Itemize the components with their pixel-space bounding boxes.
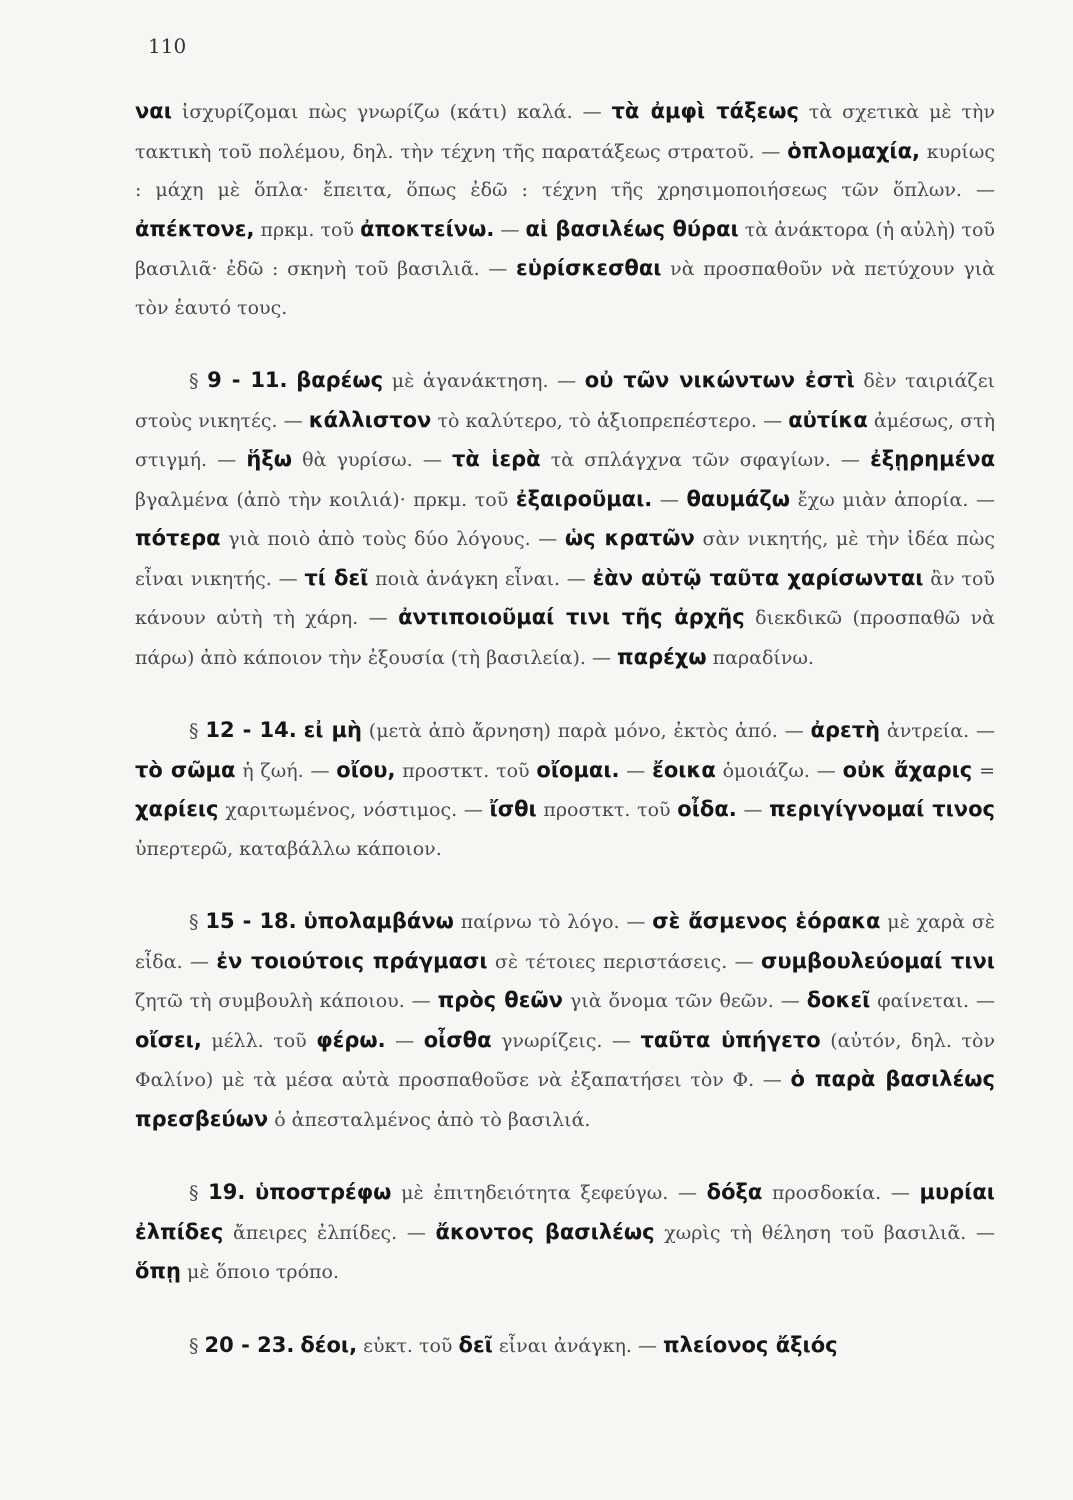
gloss-text: [288, 370, 297, 392]
lemma-term: μυρίαι ἐλπίδες: [135, 1180, 995, 1244]
gloss-text: χαριτωμένος, νόστιμος. —: [218, 799, 490, 821]
lemma-term: ὅπῃ: [135, 1259, 181, 1283]
gloss-text: =: [972, 759, 995, 782]
lemma-term: εὑρίσκεσθαι: [516, 256, 662, 280]
gloss-text: —: [385, 1029, 424, 1052]
gloss-text: χωρὶς τὴ θέληση τοῦ βασιλιᾶ. —: [654, 1221, 996, 1244]
gloss-text: —: [494, 218, 526, 241]
gloss-text: ἡ ζωή. —: [235, 759, 337, 782]
lemma-term: σὲ ἄσμενος ἑόρακα: [652, 909, 881, 933]
lemma-term: ἀρετὴ: [810, 718, 881, 742]
gloss-text: νὰ προσπαθοῦν νὰ πετύχουν γιὰ τὸν ἑαυτό τους.: [135, 258, 995, 319]
gloss-text: (μετὰ ἀπὸ ἄρνηση) παρὰ μόνο, ἐκτὸς ἀπό. —: [361, 720, 811, 742]
gloss-text: §: [189, 720, 206, 742]
gloss-text: θὰ γυρίσω. —: [292, 449, 452, 471]
lemma-term: βαρέως: [296, 368, 384, 392]
lemma-term: ἥξω: [246, 447, 293, 471]
gloss-text: μέλλ. τοῦ: [201, 1029, 317, 1052]
gloss-text: διεκδικῶ (προσπαθῶ νὰ πάρω) ἀπὸ κάποιον τὴν ἐξουσία (τὴ βασιλεία). —: [135, 607, 995, 669]
lemma-term: οὐ τῶν νικώντων ἐστὶ: [584, 368, 855, 392]
gloss-text: προστκτ. τοῦ: [536, 799, 678, 821]
lemma-term: δεῖ: [458, 1332, 493, 1357]
gloss-text: σὰν νικητής, μὲ τὴν ἰδέα πὼς εἶναι νικητής. —: [135, 528, 995, 590]
gloss-text: φαίνεται. —: [870, 990, 995, 1012]
lemma-term: 20 - 23.: [204, 1332, 295, 1357]
gloss-text: ὑπερτερῶ, καταβάλλω κάποιον.: [135, 837, 442, 860]
lemma-term: ὡς κρατῶν: [564, 526, 695, 550]
lemma-term: ἐὰν αὐτῷ ταῦτα χαρίσωνται: [592, 565, 924, 590]
lemma-term: ἀποκτείνω.: [360, 216, 495, 241]
lemma-term: ναι: [135, 99, 172, 123]
lemma-term: ἀντιποιοῦμαί τινι τῆς ἀρχῆς: [398, 605, 745, 629]
lemma-term: 19.: [208, 1180, 246, 1204]
gloss-text: τὰ ἀνάκτορα (ἡ αὐλὴ) τοῦ βασιλιᾶ· ἐδῶ : σκηνὴ τοῦ βασιλιᾶ. —: [135, 218, 995, 280]
gloss-text: γνωρίζεις. —: [491, 1029, 641, 1052]
lemma-term: τὸ σῶμα: [135, 757, 236, 782]
lemma-term: ὁπλομαχία,: [787, 138, 920, 163]
gloss-text: ἄπειρες ἐλπίδες. —: [223, 1221, 436, 1244]
lemma-term: χαρίεις: [135, 797, 219, 821]
lemma-term: ὑποστρέφω: [255, 1180, 392, 1204]
lemma-term: ἀπέκτονε,: [135, 216, 255, 241]
glossary-paragraph: [135, 1326, 995, 1366]
lemma-term: ἴσθι: [489, 797, 537, 821]
lemma-term: δόξα: [706, 1180, 763, 1204]
gloss-text: ἂν τοῦ κάνουν αὐτὴ τὴ χάρη. —: [135, 567, 995, 629]
lemma-term: ἄκοντος βασιλέως: [435, 1219, 655, 1244]
lemma-term: τὰ ἱερὰ: [452, 447, 541, 471]
gloss-text: παίρνω τὸ λόγο. —: [453, 911, 653, 933]
gloss-text: τὸ καλύτερο, τὸ ἀξιοπρεπέστερο. —: [431, 409, 789, 432]
gloss-text: εἶναι ἀνάγκη. —: [492, 1334, 663, 1357]
gloss-text: ὁμοιάζω. —: [715, 759, 843, 782]
lemma-term: αὐτίκα: [788, 407, 868, 432]
gloss-text: τὰ σχετικὰ μὲ τὴν τακτικὴ τοῦ πολέμου, δηλ. τὴν τέχνη τῆς παρατάξεως στρατοῦ. —: [135, 101, 995, 163]
lemma-term: ἐξῃρημένα: [870, 447, 995, 471]
gloss-text: ὁ ἀπεσταλμένος ἀπὸ τὸ βασιλιά.: [268, 1108, 591, 1131]
lemma-term: ἐξαιροῦμαι.: [515, 486, 653, 511]
gloss-text: μὲ ἐπιτηδειότητα ξεφεύγω. —: [391, 1182, 707, 1204]
gloss-text: κυρίως : μάχη μὲ ὅπλα· ἔπειτα, ὅπως ἐδῶ : τέχνη τῆς χρησιμοποιήσεως τῶν ὅπλων. —: [135, 140, 995, 201]
gloss-text: [297, 720, 304, 742]
gloss-text: γιὰ ποιὸ ἀπὸ τοὺς δύο λόγους. —: [220, 528, 565, 550]
lemma-term: ταῦτα ὑπήγετο: [640, 1027, 821, 1052]
lemma-term: οἴσει,: [135, 1027, 202, 1052]
gloss-text: §: [189, 370, 208, 392]
gloss-text: μὲ ἀγανάκτηση. —: [383, 370, 585, 392]
gloss-text: —: [736, 799, 770, 821]
lemma-term: εἰ μὴ: [303, 718, 362, 742]
glossary-paragraph: [135, 92, 995, 327]
lemma-term: δοκεῖ: [806, 988, 871, 1012]
lemma-term: κάλλιστον: [308, 407, 432, 432]
lemma-term: δέοι,: [300, 1332, 358, 1357]
gloss-text: ἔχω μιὰν ἀπορία. —: [790, 488, 995, 511]
lemma-term: οἶδα.: [677, 797, 737, 821]
lemma-term: ὁ παρὰ βασιλέως πρεσβεύων: [135, 1067, 995, 1131]
gloss-text: πρκμ. τοῦ: [254, 218, 361, 241]
lemma-term: 12 - 14.: [205, 718, 297, 742]
lemma-term: πότερα: [135, 526, 221, 550]
gloss-text: σὲ τέτοιες περιστάσεις. —: [487, 950, 761, 973]
gloss-text: §: [189, 911, 206, 933]
lemma-term: ἔοικα: [652, 757, 716, 782]
gloss-text: §: [189, 1334, 205, 1357]
gloss-text: §: [189, 1182, 209, 1204]
gloss-text: εὐκτ. τοῦ: [357, 1334, 459, 1357]
lemma-term: αἱ βασιλέως θύραι: [525, 216, 739, 241]
lemma-term: ἐν τοιούτοις πράγμασι: [216, 948, 488, 973]
lemma-term: τὰ ἀμφὶ τάξεως: [611, 99, 799, 123]
gloss-text: —: [619, 759, 653, 782]
page-number: 110: [148, 34, 187, 58]
gloss-text: ἰσχυρίζομαι πὼς γνωρίζω (κάτι) καλά. —: [171, 101, 612, 123]
glossary-paragraph: [135, 361, 995, 677]
gloss-text: ποιὰ ἀνάγκη εἶναι. —: [368, 567, 593, 590]
lemma-term: παρέχω: [617, 644, 707, 669]
lemma-term: 9 - 11.: [207, 368, 288, 392]
lemma-term: περιγίγνομαί τινος: [769, 797, 995, 821]
glossary-paragraph: [135, 902, 995, 1139]
lemma-term: φέρω.: [316, 1027, 386, 1052]
gloss-text: ἀντρεία. —: [880, 720, 995, 742]
gloss-text: ἀμέσως, στὴ στιγμή. —: [135, 409, 995, 471]
lemma-term: οἴου,: [336, 757, 396, 782]
lemma-term: ὑπολαμβάνω: [303, 909, 454, 933]
lemma-term: θαυμάζω: [686, 486, 791, 511]
glossary-text: [135, 92, 995, 1399]
lemma-term: πρὸς θεῶν: [437, 988, 563, 1012]
lemma-term: οἴομαι.: [536, 757, 620, 782]
glossary-paragraph: [135, 711, 995, 868]
gloss-text: ζητῶ τὴ συμβουλὴ κάποιου. —: [135, 990, 438, 1012]
lemma-term: τί δεῖ: [304, 565, 369, 590]
gloss-text: γιὰ ὄνομα τῶν θεῶν. —: [562, 990, 807, 1012]
lemma-term: πλείονος ἄξιός: [663, 1332, 838, 1357]
gloss-text: —: [652, 488, 687, 511]
gloss-text: παραδίνω.: [706, 646, 814, 669]
lemma-term: 15 - 18.: [205, 909, 297, 933]
gloss-text: [245, 1182, 255, 1204]
gloss-text: (αὐτόν, δηλ. τὸν Φαλίνο) μὲ τὰ μέσα αὐτὰ προσπαθοῦσε νὰ ἐξαπατήσει τὸν Φ. —: [135, 1029, 995, 1091]
glossary-paragraph: [135, 1173, 995, 1292]
lemma-term: οὐκ ἄχαρις: [842, 757, 973, 782]
gloss-text: τὰ σπλάγχνα τῶν σφαγίων. —: [540, 449, 871, 471]
gloss-text: μὲ ὅποιο τρόπο.: [181, 1261, 340, 1283]
lemma-term: συμβουλεύομαί τινι: [761, 948, 995, 973]
gloss-text: βγαλμένα (ἀπὸ τὴν κοιλιά)· πρκμ. τοῦ: [135, 488, 516, 511]
gloss-text: μὲ χαρὰ σὲ εἶδα. —: [135, 911, 995, 973]
gloss-text: προστκτ. τοῦ: [395, 759, 537, 782]
gloss-text: προσδοκία. —: [762, 1182, 920, 1204]
gloss-text: δὲν ταιριάζει στοὺς νικητές. —: [135, 370, 995, 432]
lemma-term: οἶσθα: [423, 1027, 492, 1052]
